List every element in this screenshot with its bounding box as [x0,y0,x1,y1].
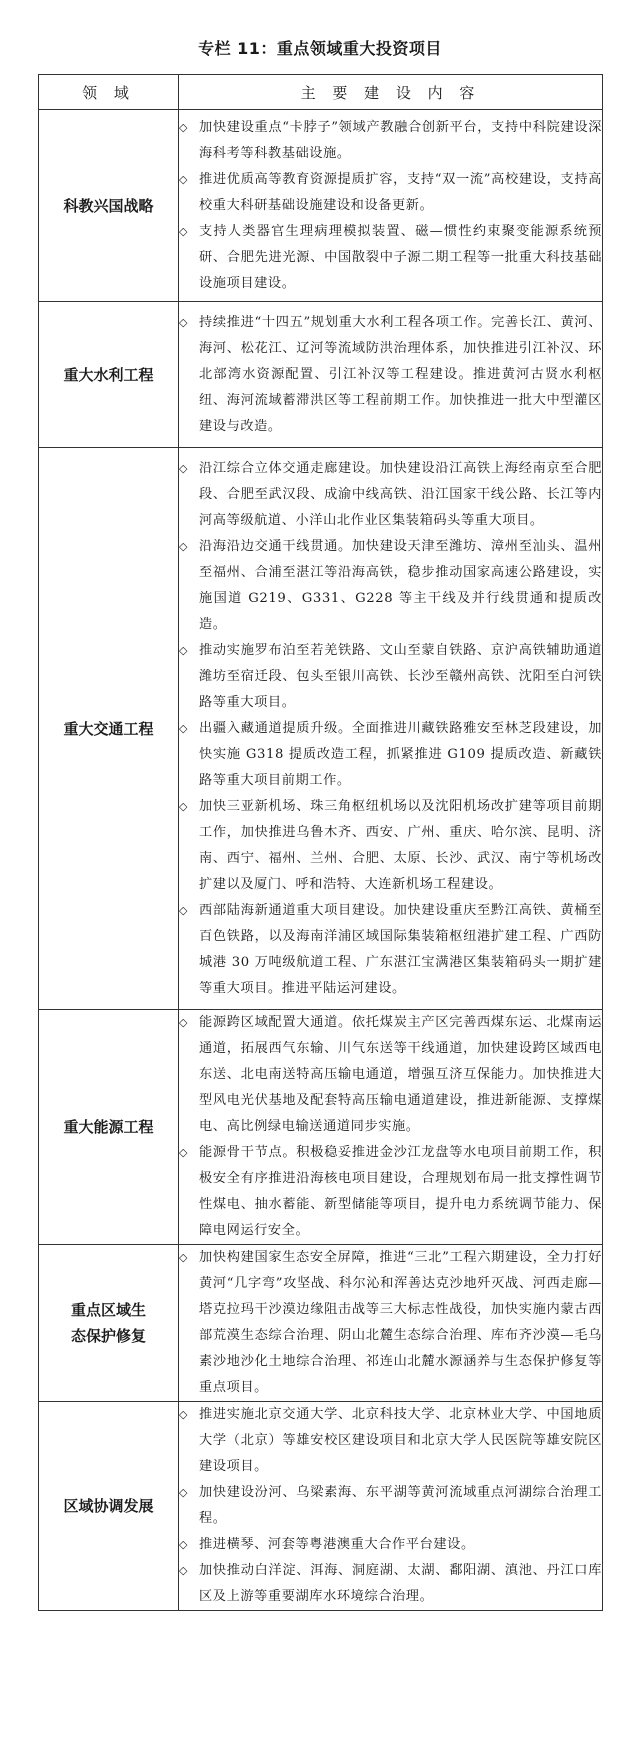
hollow-diamond-bullet-icon: ◇ [179,1016,188,1029]
header-domain: 领 域 [39,75,179,110]
list-item [179,1140,602,1244]
content-cell [179,448,603,1010]
hollow-diamond-bullet-icon: ◇ [179,461,188,475]
domain-cell [39,302,179,448]
item-text: 沿江综合立体交通走廊建设。加快建设沿江高铁上海经南京至合肥段、合肥至武汉段、成渝中线高铁、沿江国家干线公路、长江等内河高等级航道、小洋山北作业区集装箱码头等重大项目。 [199,460,602,528]
item-text: 沿海沿边交通干线贯通。加快建设天津至潍坊、漳州至汕头、温州至福州、合浦至湛江等沿海高铁，稳步推动国家高速公路建设，实施国道 G219、G331、G228 等主干线及并行线贯通和提质改造。 [199,538,602,632]
content-cell [179,1010,603,1245]
domain-cell [39,1010,179,1245]
item-text: 加快建设重点“卡脖子”领域产教融合创新平台，支持中科院建设深海科考等科教基础设施。 [199,119,602,161]
item-text: 加快三亚新机场、珠三角枢纽机场以及沈阳机场改扩建等项目前期工作，加快推进乌鲁木齐、西安、广州、重庆、哈尔滨、昆明、济南、西宁、福州、兰州、合肥、太原、长沙、武汉、南宁等机场改扩建以及厦门、呼和浩特、大连新机场工程建设。 [199,798,602,892]
item-text: 推进优质高等教育资源提质扩容，支持“双一流”高校建设，支持高校重大科研基础设施建设和设备更新。 [199,171,602,213]
list-item [179,1480,602,1532]
item-text: 加快推动白洋淀、洱海、洞庭湖、太湖、鄱阳湖、滇池、丹江口库区及上游等重要湖库水环境综合治理。 [199,1563,602,1604]
content-cell [179,1245,603,1402]
hollow-diamond-bullet-icon: ◇ [179,643,188,657]
list-item [179,638,602,716]
list-item [179,794,602,898]
content-cell [179,110,603,302]
item-text: 出疆入藏通道提质升级。全面推进川藏铁路雅安至林芝段建设，加快实施 G318 提质改造工程，抓紧推进 G109 提质改造、新藏铁路等重大项目前期工作。 [199,720,602,788]
content-cell [179,1402,603,1611]
domain-label: 区域协调发展 [63,1497,154,1515]
domain-cell [39,1402,179,1611]
item-text: 推进横琴、河套等粤港澳重大合作平台建设。 [199,1537,475,1552]
header-content: 主 要 建 设 内 容 [179,75,603,110]
table-row [39,1402,603,1611]
hollow-diamond-bullet-icon: ◇ [179,1538,188,1551]
hollow-diamond-bullet-icon: ◇ [179,315,188,329]
item-text: 持续推进“十四五”规划重大水利工程各项工作。完善长江、黄河、海河、松花江、辽河等流域防洪治理体系，加快推进引江补汉、环北部湾水资源配置、引江补汉等工程建设。推进黄河古贤水利枢纽、海河流域蓄滞洪区等工程前期工作。加快推进一批大中型灌区建设与改造。 [199,314,602,434]
list-item [179,310,602,440]
list-item [179,1402,602,1480]
hollow-diamond-bullet-icon: ◇ [179,539,188,553]
table-row [39,1010,603,1245]
item-text: 能源骨干节点。积极稳妥推进金沙江龙盘等水电项目前期工作，积极安全有序推进沿海核电项目建设，合理规划布局一批支撑性调节性煤电、抽水蓄能、新型储能等项目，提升电力系统调节能力、保障电网运行安全。 [199,1145,602,1238]
hollow-diamond-bullet-icon: ◇ [179,1408,188,1421]
domain-label: 重大水利工程 [63,365,154,384]
table-body [39,110,603,1611]
hollow-diamond-bullet-icon: ◇ [179,1251,188,1264]
item-text: 支持人类器官生理病理模拟装置、磁—惯性约束聚变能源系统预研、合肥先进光源、中国散裂中子源二期工程等一批重大科技基础设施项目建设。 [199,223,602,291]
hollow-diamond-bullet-icon: ◇ [179,1146,188,1159]
table-row [39,302,603,448]
item-text: 推进实施北京交通大学、北京科技大学、北京林业大学、中国地质大学（北京）等雄安校区建设项目和北京大学人民医院等雄安院区建设项目。 [199,1407,602,1474]
list-item [179,167,602,219]
item-text: 加快建设汾河、乌梁素海、东平湖等黄河流域重点河湖综合治理工程。 [199,1485,602,1526]
hollow-diamond-bullet-icon: ◇ [179,172,188,186]
list-item [179,1558,602,1610]
hollow-diamond-bullet-icon: ◇ [179,224,188,238]
list-item [179,534,602,638]
domain-cell [39,110,179,302]
domain-cell [39,1245,179,1402]
item-text: 能源跨区域配置大通道。依托煤炭主产区完善西煤东运、北煤南运通道，拓展西气东输、川气东送等干线通道，加快建设跨区域西电东送、北电南送特高压输电通道，增强互济互保能力。加快推进大型风电光伏基地及配套特高压输电通道建设，推进新能源、支撑煤电、高比例绿电输送通道同步实施。 [199,1015,602,1134]
domain-label: 重大交通工程 [63,719,154,738]
list-item [179,1532,602,1558]
item-text: 推动实施罗布泊至若羌铁路、文山至蒙自铁路、京沪高铁辅助通道潍坊至宿迁段、包头至银川高铁、长沙至赣州高铁、沈阳至白河铁路等重大项目。 [199,642,602,710]
table-row [39,1245,603,1402]
table-row [39,448,603,1010]
domain-label: 重大能源工程 [63,1118,154,1136]
hollow-diamond-bullet-icon: ◇ [179,1486,188,1499]
item-text: 加快构建国家生态安全屏障，推进“三北”工程六期建设，全力打好黄河“几字弯”攻坚战、科尔沁和浑善达克沙地歼灭战、河西走廊—塔克拉玛干沙漠边缘阻击战等三大标志性战役，加快实施内蒙古西部荒漠生态综合治理、阴山北麓生态综合治理、库布齐沙漠—毛乌素沙地沙化土地综合治理、祁连山北麓水源涵养与生态保护修复等重点项目。 [199,1250,602,1395]
list-item [179,898,602,1002]
list-item [179,1245,602,1401]
hollow-diamond-bullet-icon: ◇ [179,799,188,813]
list-item [179,219,602,297]
list-item [179,1010,602,1140]
projects-table [38,74,603,1611]
domain-label: 科教兴国战略 [63,196,154,215]
list-item [179,716,602,794]
page-title: 专栏 11：重点领域重大投资项目 [198,39,442,58]
list-item [179,115,602,167]
list-item [179,456,602,534]
domain-cell [39,448,179,1010]
hollow-diamond-bullet-icon: ◇ [179,903,188,917]
hollow-diamond-bullet-icon: ◇ [179,1564,188,1577]
hollow-diamond-bullet-icon: ◇ [179,120,188,134]
domain-label: 重点区域生态保护修复 [70,1301,146,1345]
item-text: 西部陆海新通道重大项目建设。加快建设重庆至黔江高铁、黄桶至百色铁路，以及海南洋浦区域国际集装箱枢纽港扩建工程、广西防城港 30 万吨级航道工程、广东湛江宝满港区集装箱码头一期扩建等重大项目。推进平陆运河建设。 [199,902,602,996]
hollow-diamond-bullet-icon: ◇ [179,721,188,735]
table-row [39,110,603,302]
content-cell [179,302,603,448]
table-header-row [39,75,603,110]
